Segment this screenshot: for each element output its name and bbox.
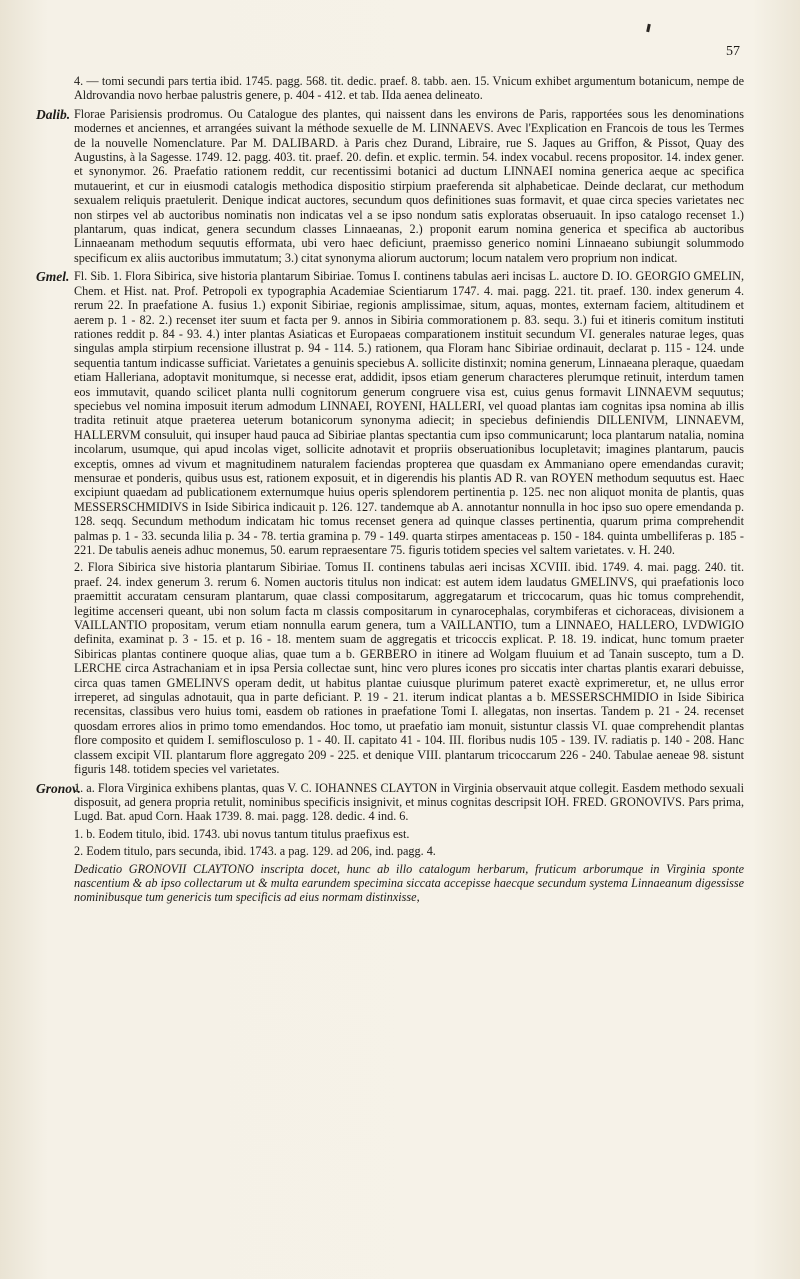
entry-gmelin <box>36 269 745 777</box>
author-label: Gronov. <box>36 780 81 796</box>
entry-dalib-tomus <box>44 74 744 103</box>
entry-paragraph: Florae Parisiensis prodromus. Ou Catalogue des plantes, qui naissent dans les environs de Paris, rapportées sous les denominations modernes et anciennes, et arrangées suivant la méthode sexuelle de M. LINNAEVS. Avec l'Explication en Francois de tous les Termes de la nouvelle Nomenclature. Par M. DALIBARD. à Paris chez Durand, Libraire, rue S. Jaques au Griffon, & Pissot, Quay des Augustins, à la Sagesse. 1749. 12. pagg. 403. tit. praef. 20. defin. et explic. termin. 54. index vocabul. recens propositor. 14. index gener. et synonymor. 26. Praefatio rationem reddit, cur recentissimi botanici ad ductum LINNAEI nomina generica aeque ac specifica mutauerint, et cur in eiusmodi catalogis methodica dispositio stirpium praeferenda sit alphabeticae. Deinde declarat, cur methodum sexualem reliquis praetulerit. Denique indicat auctores, secundum quos definitiones suas formavit, et quae circa species varietates nec non stirpes vel ab auctoribus nominatis non indicatas vel a se ipso nondum satis exploratas obseruauit. In ipso catalogo recenset 1.) plantarum, quas indicat, genera secundum classes Linnaeanas, 2.) proponit earum nomina generica et specifica ab auctoribus Linnaeanam methodum sequutis efformata, ubi vero haec deficiunt, praemisso generico nomini Linnaeano subiungit solummodo specificum ex aliis auctoribus immutatum; 3.) citat synonyma aliorum auctorum; locum natalem vero proprium non indicat. <box>74 106 744 265</box>
entry-gronovius <box>36 780 744 905</box>
entry-paragraph: 1. b. Eodem titulo, ibid. 1743. ubi novus tantum titulus praefixus est. <box>74 826 410 841</box>
entry-paragraph: Fl. Sib. 1. Flora Sibirica, sive historia plantarum Sibiriae. Tomus I. continens tabulas aeri incisas L. auctore D. IO. GEORGIO GMELIN, Chem. et Hist. nat. Prof. Petropoli ex typographia Academiae Scientiarum 1747. 4. mai. pagg. 221. tit. praef. 130. index generum 4. rerum 22. In praefatione A. fusius 1.) exponit Sibiriae, regionis amplissimae, situm, aquas, montes, externam faciem, altitudinem et aerem p. 1 - 82. 2.) recenset iter suum et facta per 9. annos in Sibiria commorationem p. 83. sequ. 3.) fui et itineris comitum instituti rationes reddit p. 84 - 93. 4.) inter plantas Asiaticas et Europaeas comparationem instituit secundum VI. generales naturae leges, quas singulas ampla stirpium recensione illustrat p. 94 - 114. 5.) rationem, qua Floram hanc Sibiriae ordinauit, declarat p. 115 - 124. unde sequentia tantum indicasse sufficiat. Varietates a genuinis speciebus A. sollicite distinxit; nomina generum, Linnaeana pleraque, quaedam etiam Halleriana, adoptavit monitumque, si necesse erat, addidit, ipsos etiam generum characteres plerumque retinuit, interdum tamen eos immutavit, quando scilicet planta nulli cognitorum generum congruere visa est, cuius genus formavit LINNAEVM sequutus; speciebus vel nomina imposuit iterum admodum LINNAEI, ROYENI, HALLERI, vel quoad plantas iam cognitas ipsa nomina ab illis tradita retinuit atque praeterea ueterum botanicorum synonyma adiecit; in speciebus definiendis DILLENIVM, LINNAEVM, HALLERVM consuluit, qui insuper haud pauca ad Sibiriae plantas spectantia cum ipso communicarunt; loca plantarum natalia, nomina incolarum, usumque, qui apud incolas viget, sollicite adnotavit et propriis obseruationibus locupletavit; imagines plantarum, paucis exceptis, omnes ad vivum et magnitudinem naturalem faciendas propterea que quasdam ex Ammaniano opere emendandas curavit; mensurae et ponderis, quibus usus est, rationem exposuit, et in digerendis his plantis AD R. van ROYEN methodum sequutus est. Haec excipiunt quaedam ad publicationem externumque huius operis splendorem pertinentia p. 125. nec non aliquot monita de plantis, quas MESSERSCHMIDIVS in Iside Sibirica indicauit p. 126. 127. tandemque ab A. annotantur nonnulla in hoc ipso suo opere emendanda p. 128. seqq. Secundum methodum indicatam hic tomus recenset genera ad quinque classes pertinentia, quarum prima comprehendit palmas p. 1 - 33. secunda lilia p. 34 - 78. tertia gramina p. 79 - 149. quarta stirpes amentaceas p. 150 - 184. quinta umbelliferas p. 185 - 221. De tabulis aeneis adhuc monemus, 50. earum repraesentare 75. figuris totidem species vel saltem varietates. v. H. 240. <box>74 269 745 557</box>
entry-paragraph: 1. a. Flora Virginica exhibens plantas, quas V. C. IOHANNES CLAYTON in Virginia observauit atque collegit. Easdem methodo sexuali disposuit, ad genera propria retulit, nominibus specificis insignivit, et minus cognitas descripsit IOH. FRED. GRONOVIVS. Pars prima, Lugd. Bat. apud Corn. Haak 1739. 8. mai. pagg. 128. dedic. 4 ind. 6. <box>74 780 744 824</box>
bibliography-entries <box>36 74 745 905</box>
entry-dalibard <box>36 106 744 265</box>
entry-paragraph: 2. Eodem titulo, pars secunda, ibid. 1743. a pag. 129. ad 206, ind. pagg. 4. <box>74 844 436 859</box>
entry-paragraph: 4. — tomi secundi pars tertia ibid. 1745. pagg. 568. tit. dedic. praef. 8. tabb. aen. 15. Vnicum exhibet argumentum botanicum, nempe de Aldrovandia novo herbae palustris genere, p. 404 - 412. et tab. IIda aenea delineato. <box>74 74 744 103</box>
page-number: 57 <box>726 44 740 59</box>
entry-paragraph: Dedicatio GRONOVII CLAYTONO inscripta docet, hunc ab illo catalogum herbarum, fruticum arborumque in Virginia sponte nascentium & ab ipso collectarum ut & multa earundem specimina siccata accepisse haecque secundum systema Linnaeanum digessisse nominibusque tum genericis tum specificis ad eius normam distinxisse, <box>74 861 744 905</box>
author-label: Dalib. <box>36 106 71 122</box>
author-label: Gmel. <box>36 269 70 285</box>
ink-mark <box>646 24 651 32</box>
entry-paragraph: 2. Flora Sibirica sive historia plantarum Sibiriae. Tomus II. continens tabulas aeri incisas XCVIII. ibid. 1749. 4. mai. pagg. 240. tit. praef. 24. index generum 3. rerum 6. Nomen auctoris titulus non indicat: est autem idem laudatus GMELINVS, qui praefationis loco praemittit accuratam censuram plantarum, quae classi compositarum, aggregatarum et triccocarum, quas hic tomus comprehendit, legitime accenseri queant, ubi non solum facta m classis compositarum in cynarocephalas, corymbiferas et cichoraceas, divisionem a VAILLANTIO propositam, verum etiam nonnulla earum genera, tum a VAILLANTIO, tum a LINNAEO, HALLERO, LVDWIGIO definita, examinat p. 3 - 15. et p. 16 - 18. mentem suam de aggregatis et tricoccis explicat. P. 18. 19. indicat, hunc tomum praeter Sibiricas plantas continere quoque alias, quae tum a b. GERBERO in itinere ad Wolgam fluuium et ad Tanain suscepto, tum a D. LERCHE circa Astrachaniam et in ipsa Persia collectae sunt, hinc vero plures icones pro siccatis inter chartas plantis exarari debuisse, circa quas tamen GMELINVS operam dedit, ut habitus plantae cuiusque plurimum pateret exactè exprimeretur, et, ne ullus error irreperet, ad singulas adnotauit, qua in parte deficiant. P. 19 - 21. iterum indicat plantas a b. MESSERSCHMIDIO in Iside Sibirica recensitas, classibus vero huius tomi, easdem ob rationes in praefatione Tomi I. allegatas, non insertas. Tandem p. 21 - 24. recenset quosdam errores alios in primo tomo emendandos. Hoc tomo, ut praefatio iam monuit, sistuntur classis VI. quae comprehendit plantas flore composito et quidem I. semiflosculoso p. 1 - 40. II. capitato 41 - 104. III. floribus nudis 105 - 139. IV. radiatis p. 140 - 208. Hanc classem excipit VII. plantarum flore aggregato 209 - 225. et denique VIII. plantarum tricoccarum 226 - 240. Tabulae aeneae 98. sistunt figuris 148. totidem species vel varietates. <box>74 560 744 777</box>
